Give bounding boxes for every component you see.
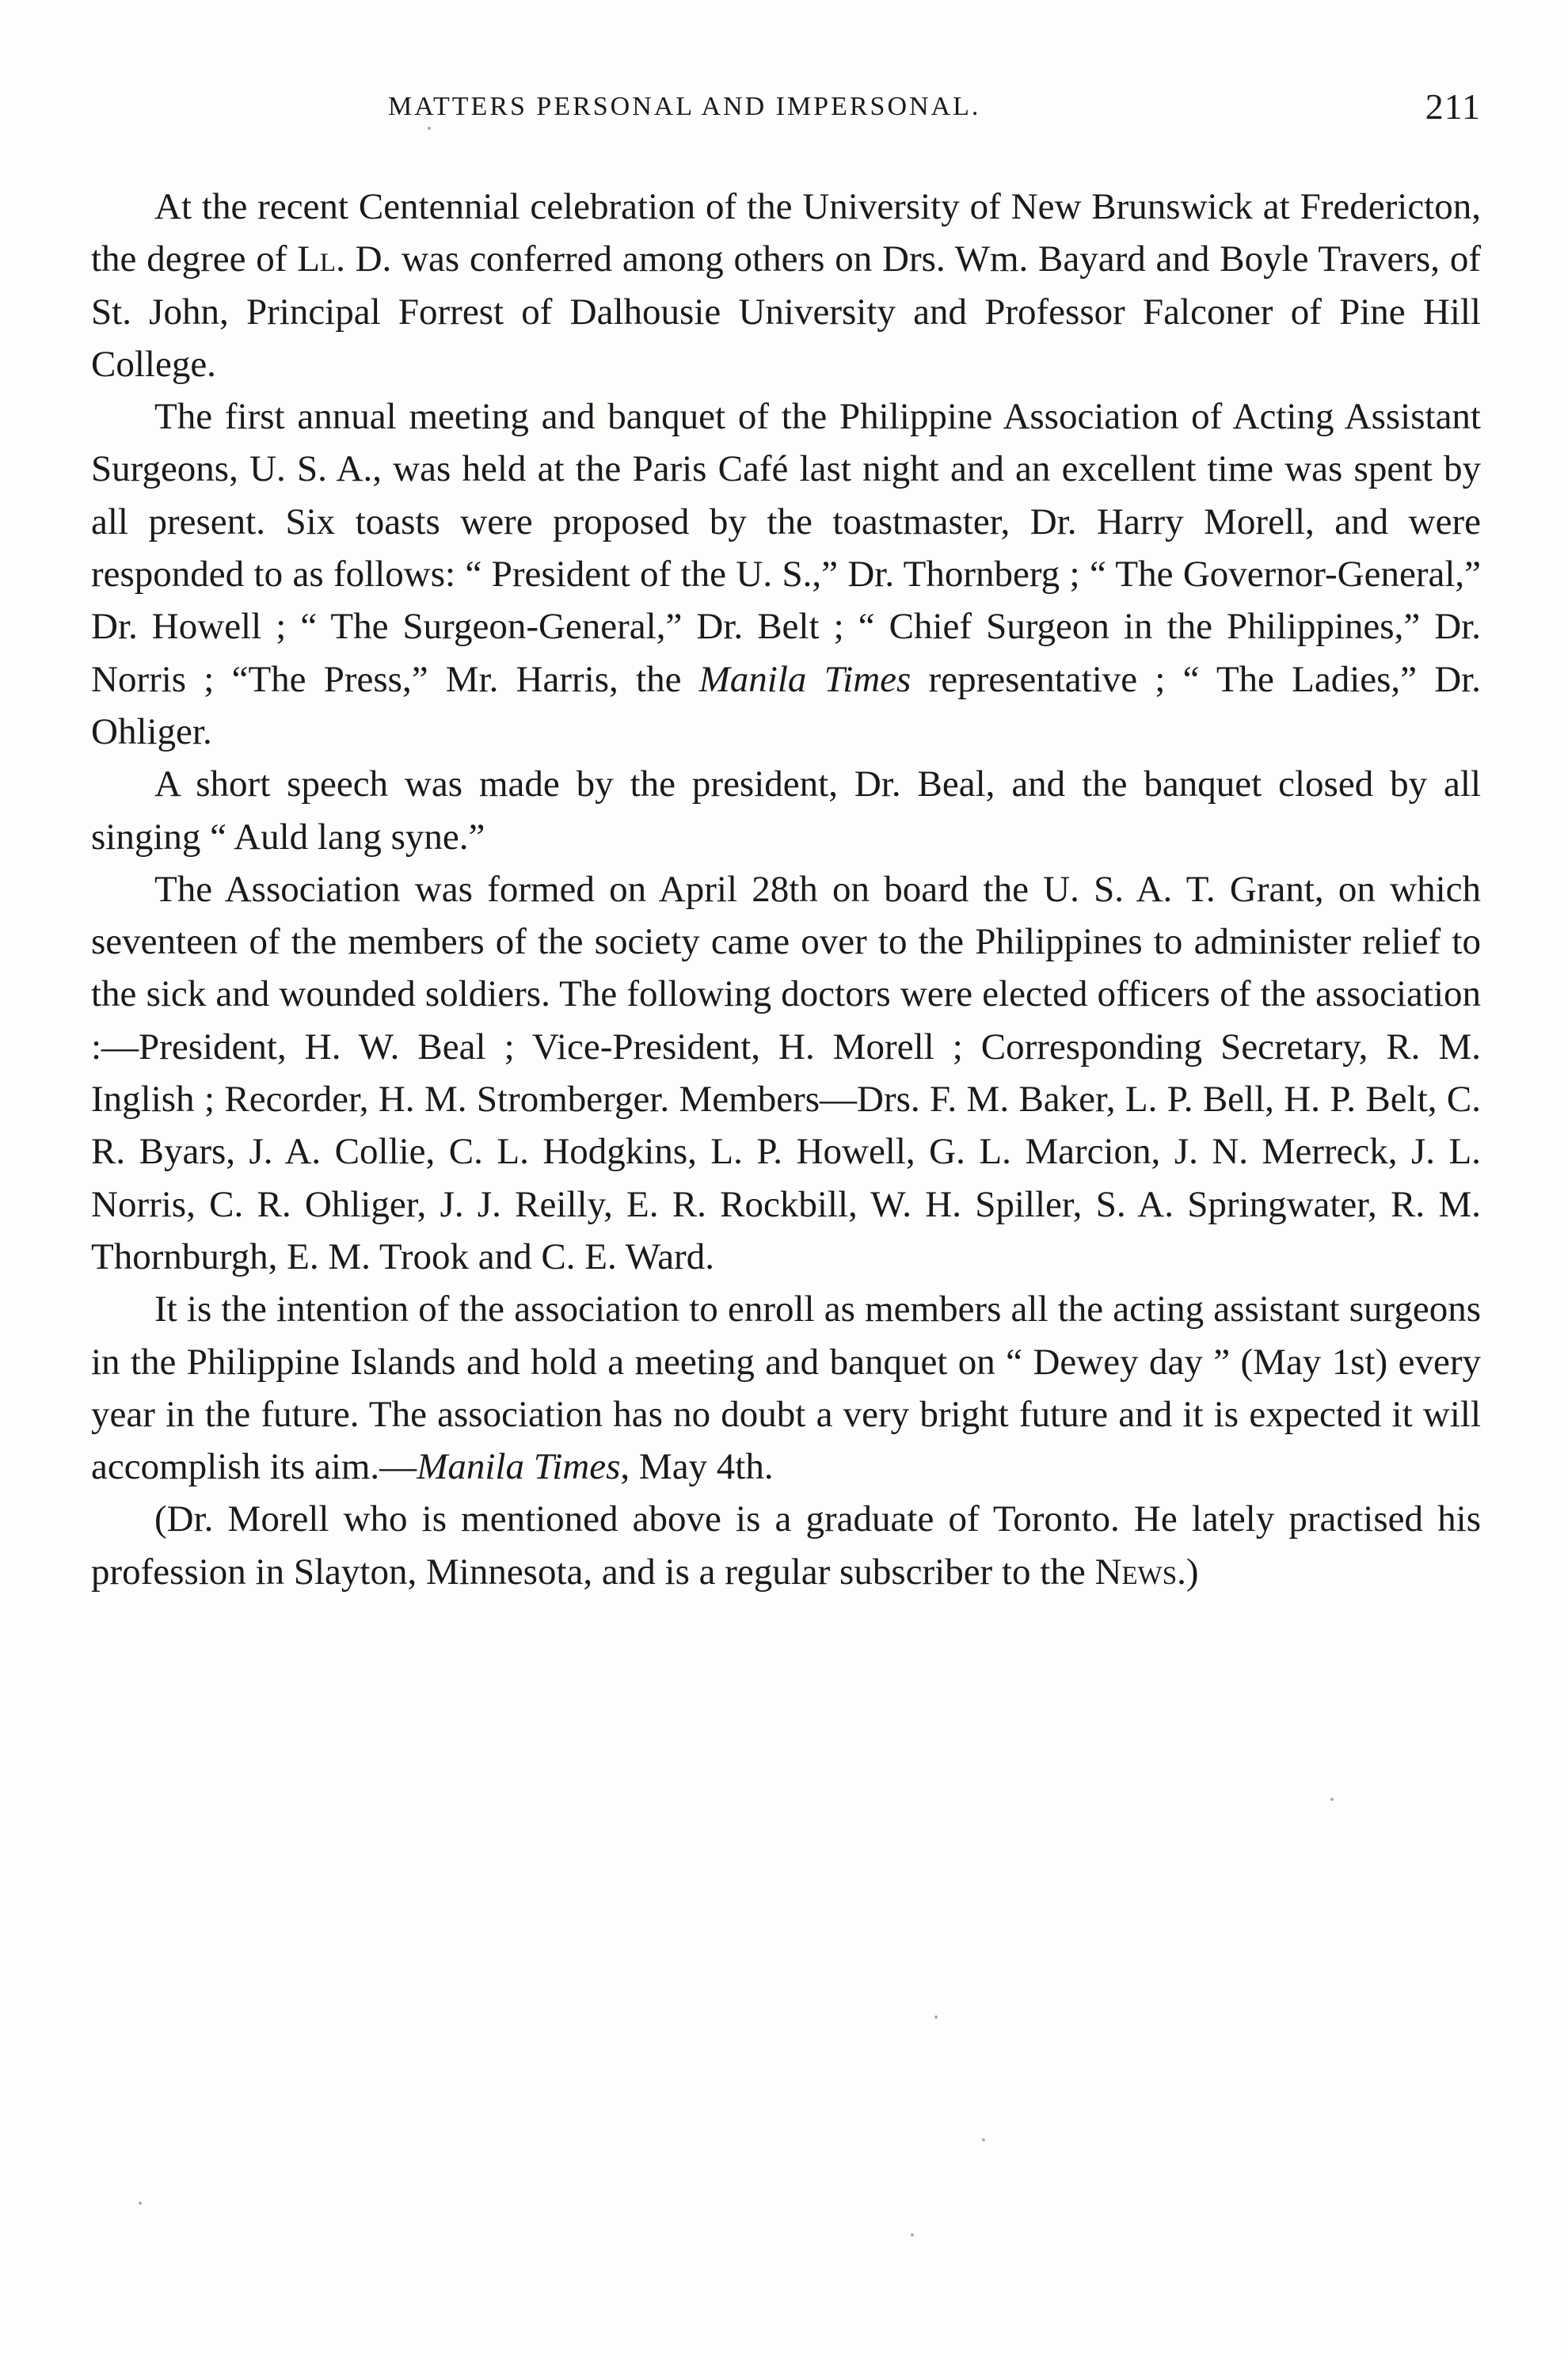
paragraph-banquet-text: The first annual meeting and banquet of the Philippine Association of Acting Assistant Surgeons, U. S. A., was held at the Paris Café last night and an excellent time was spent by all present. Six toasts were proposed by the toastmaster, Dr. Harry Morell, and were responded to as follows: “ President of the U. S.,” Dr. Thornberg ; “ The Governor-General,” Dr. Howell ; “ The Surgeon-General,” Dr. Belt ; “ Chief Surgeon in the Philippines,” Dr. Norris ; “The Press,” Mr. Harris, the xyxy=(91,396,1481,700)
scan-speck xyxy=(139,2202,142,2205)
paragraph-speech xyxy=(91,758,1481,863)
journal-name: News xyxy=(1094,1551,1178,1593)
source-citation: Manila Times xyxy=(417,1446,621,1488)
paragraph-centennial-text: At the recent Centennial celebration of the University of New Brunswick at Fredericton, the degree of xyxy=(91,186,1481,280)
paragraph-banquet xyxy=(91,390,1481,758)
scan-speck xyxy=(1330,1798,1334,1801)
page-number: 211 xyxy=(1425,86,1481,127)
paragraph-banquet-text-end: representative ; “ The Ladies,” Dr. Ohliger. xyxy=(91,658,1481,752)
paragraph-intention-text-end: , May 4th. xyxy=(620,1446,774,1488)
scan-speck xyxy=(428,127,431,130)
running-title: MATTERS PERSONAL AND IMPERSONAL. xyxy=(388,92,981,121)
paragraph-association xyxy=(91,863,1481,1283)
scan-speck xyxy=(911,2233,914,2236)
paragraph-editor-note-text-end: .) xyxy=(1177,1551,1199,1593)
paragraph-centennial xyxy=(91,181,1481,390)
paragraph-intention xyxy=(91,1283,1481,1493)
paragraph-speech-text: A short speech was made by the president, Dr. Beal, and the banquet closed by all singing “ Auld lang syne.” xyxy=(91,763,1481,858)
scan-speck xyxy=(982,2138,985,2141)
paragraph-centennial-text-end: was conferred among others on Drs. Wm. Bayard and Boyle Travers, of St. John, Principal Forrest of Dalhousie University and Professor Falconer of Pine Hill College. xyxy=(91,238,1482,385)
paragraph-editor-note xyxy=(91,1493,1481,1598)
article-body xyxy=(91,181,1481,1598)
newspaper-name: Manila Times xyxy=(698,658,911,700)
paragraph-association-text: The Association was formed on April 28th on board the U. S. A. T. Grant, on which seventeen of the members of the society came over to the Philippines to administer relief to the sick and wounded soldiers. The following doctors were elected officers of the association :—President, H. W. Beal ; Vice-President, H. Morell ; Corresponding Secretary, R. M. Inglish ; Recorder, H. M. Stromberger. Members—Drs. F. M. Baker, L. P. Bell, H. P. Belt, C. R. Byars, J. A. Collie, C. L. Hodgkins, L. P. Howell, G. L. Marcion, J. N. Merreck, J. L. Norris, C. R. Ohliger, J. J. Reilly, E. R. Rockbill, W. H. Spiller, S. A. Springwater, R. M. Thornburgh, E. M. Trook and C. E. Ward. xyxy=(91,868,1481,1277)
degree-abbreviation: Ll. D. xyxy=(297,238,392,280)
scan-speck xyxy=(934,2016,938,2019)
running-head xyxy=(91,86,1481,133)
paragraph-intention-text: It is the intention of the association to enroll as members all the acting assistant surgeons in the Philippine Islands and hold a meeting and banquet on “ Dewey day ” (May 1st) every year in the future. The association has no doubt a very bright future and it is expected it will accomplish its aim.— xyxy=(91,1288,1481,1488)
paragraph-editor-note-text: (Dr. Morell who is mentioned above is a graduate of Toronto. He lately practised his profession in Slayton, Minnesota, and is a regular subscriber to the xyxy=(91,1498,1481,1593)
